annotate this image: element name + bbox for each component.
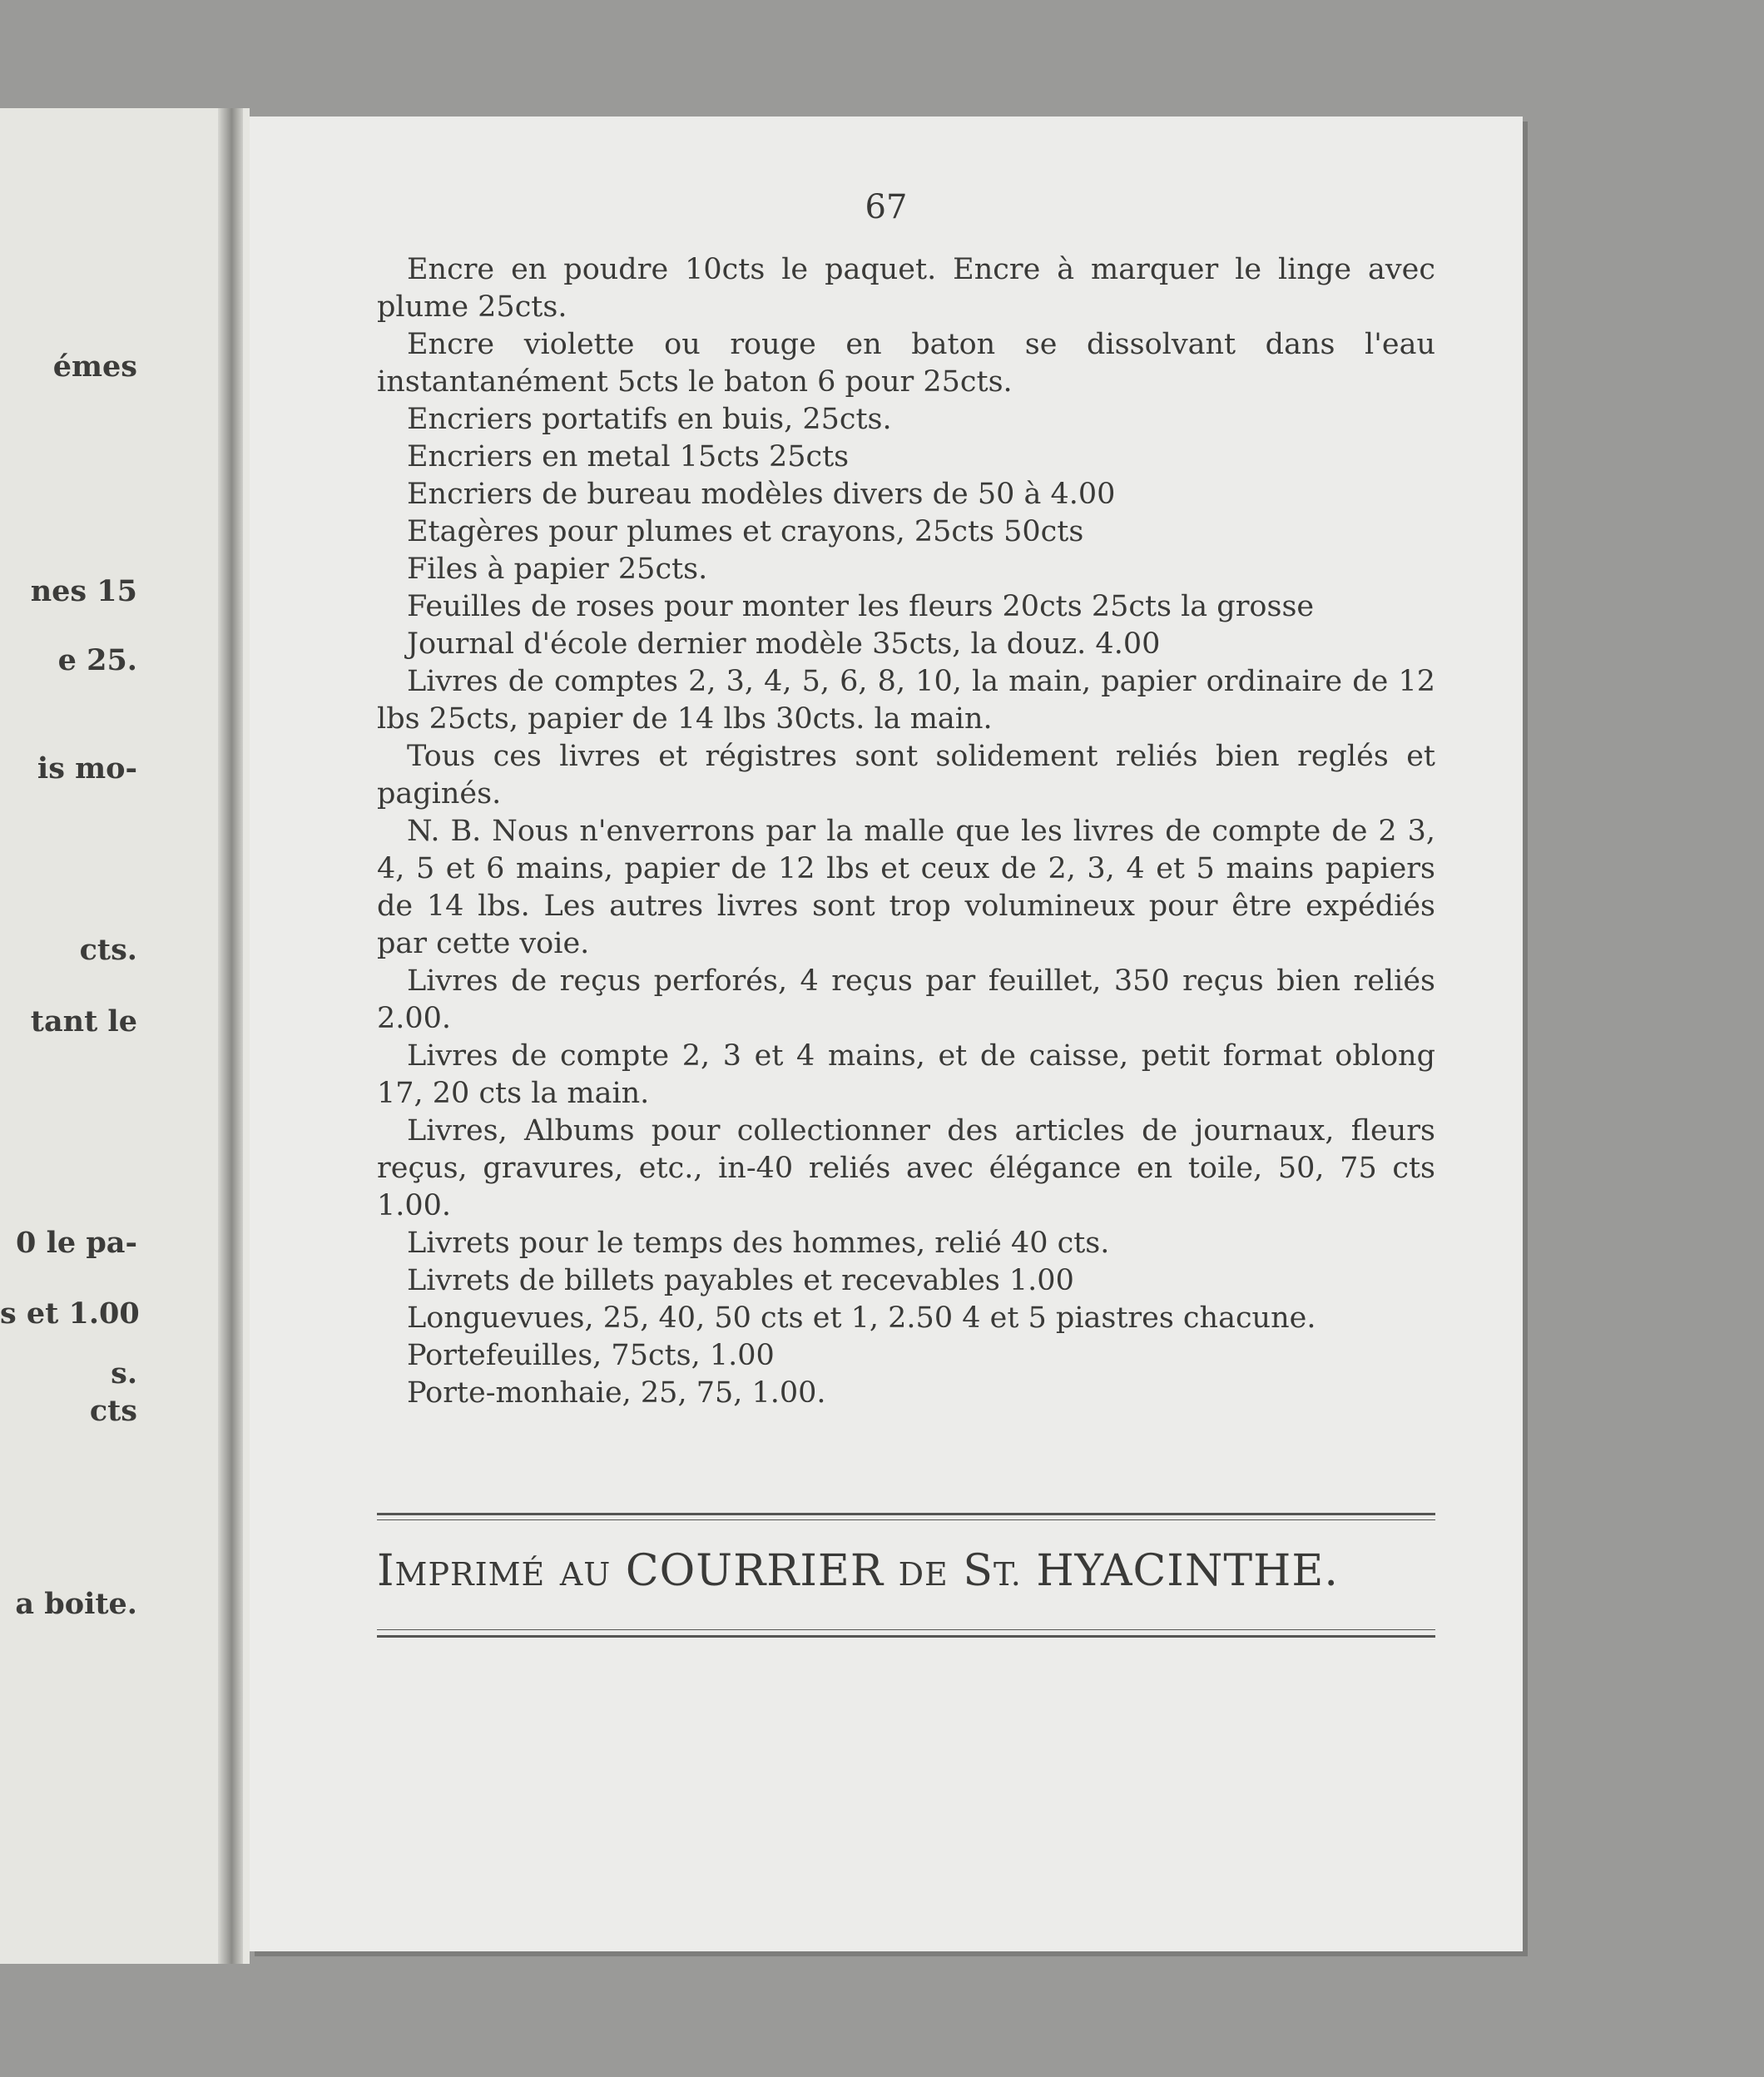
left-page-fragment: 0 le pa-: [16, 1226, 137, 1260]
catalog-entry: Livrets pour le temps des hommes, relié 40 cts.: [407, 1227, 1110, 1260]
catalog-entry: Livres de reçus perforés, 4 reçus par feuillet, 350 reçus bien reliés 2.00.: [377, 964, 1435, 1035]
catalog-entry: Encre violette ou rouge en baton se dissolvant dans l'eau instantanément 5cts le baton 6 pour 25cts.: [377, 328, 1435, 399]
catalog-entry: Journal d'école dernier modèle 35cts, la douz. 4.00: [407, 627, 1161, 661]
catalog-entry: Porte-monhaie, 25, 75, 1.00.: [407, 1376, 826, 1410]
catalog-entry: Livres de compte 2, 3 et 4 mains, et de caisse, petit format oblong 17, 20 cts la main.: [377, 1039, 1435, 1110]
divider-rule: [377, 1519, 1435, 1520]
catalog-entry: Tous ces livres et régistres sont solidement reliés bien reglés et paginés.: [377, 740, 1435, 810]
catalog-entry: Livres de comptes 2, 3, 4, 5, 6, 8, 10, la main, papier ordinaire de 12 lbs 25cts, papier de 14 lbs 30cts. la main.: [377, 665, 1435, 736]
catalog-entries: [377, 251, 1435, 1412]
divider-rule: [377, 1629, 1435, 1630]
catalog-entry: Files à papier 25cts.: [407, 553, 708, 586]
catalog-entry: Longuevues, 25, 40, 50 cts et 1, 2.50 4 et 5 piastres chacune.: [407, 1301, 1316, 1335]
left-page-fragment: s et 1.00: [0, 1296, 140, 1331]
left-page-fragment: cts.: [79, 933, 137, 967]
catalog-entry: Feuilles de roses pour monter les fleurs 20cts 25cts la grosse: [407, 590, 1315, 623]
left-page-fragment: émes: [52, 349, 137, 384]
catalog-entry: Livrets de billets payables et recevables 1.00: [407, 1264, 1074, 1297]
catalog-entry: Encriers en metal 15cts 25cts: [407, 440, 850, 473]
catalog-entry: Encriers portatifs en buis, 25cts.: [407, 403, 892, 436]
book-gutter: [218, 108, 243, 1964]
page-number: 67: [865, 188, 908, 226]
left-page-fragment: tant le: [30, 1004, 137, 1038]
left-page-fragment: s.: [111, 1356, 137, 1390]
divider-rule: [377, 1513, 1435, 1515]
catalog-entry: Portefeuilles, 75cts, 1.00: [407, 1339, 775, 1372]
left-page-fragment: cts: [89, 1394, 137, 1428]
left-page-fragment: a boite.: [15, 1587, 137, 1621]
catalog-entry: Livres, Albums pour collectionner des articles de journaux, fleurs reçus, gravures, etc., in-40 reliés avec élégance en toile, 50, 75 cts 1.00.: [377, 1114, 1435, 1222]
left-page: [0, 108, 250, 1964]
printer-imprint: IMPRIMÉ AU COURRIER DE ST. HYACINTHE.: [377, 1546, 1339, 1596]
left-page-fragment: is mo-: [37, 751, 137, 786]
catalog-entry: Encre en poudre 10cts le paquet. Encre à marquer le linge avec plume 25cts.: [377, 253, 1435, 324]
right-page: [250, 116, 1523, 1951]
left-page-fragment: e 25.: [57, 643, 137, 677]
left-page-fragment: nes 15: [30, 574, 137, 608]
catalog-entry: Encriers de bureau modèles divers de 50 à 4.00: [407, 478, 1116, 511]
divider-rule: [377, 1635, 1435, 1638]
nota-bene: N. B. Nous n'enverrons par la malle que les livres de compte de 2 3, 4, 5 et 6 mains, papier de 12 lbs et ceux de 2, 3, 4 et 5 mains papiers de 14 lbs. Les autres livres sont trop volumineux pour être expédiés par cette voie.: [377, 815, 1435, 960]
catalog-entry: Etagères pour plumes et crayons, 25cts 50cts: [407, 515, 1084, 548]
